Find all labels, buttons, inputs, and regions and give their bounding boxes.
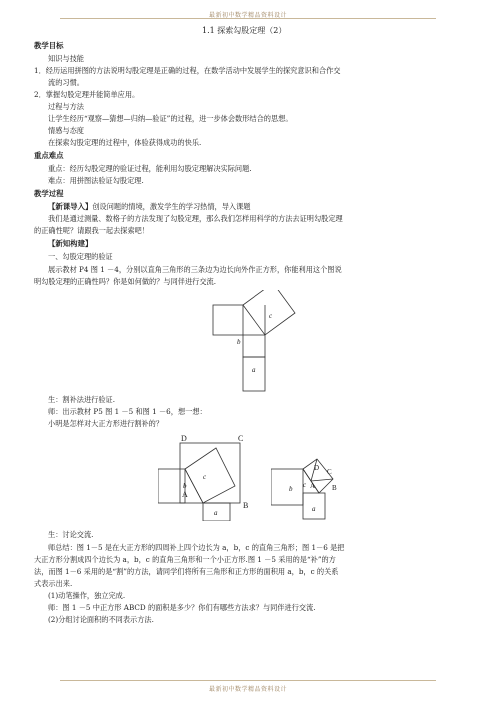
show-line-1: 展示教材 P4 图 1 －4，分别以直角三角形的三条边为边长向外作正方形，你能利用这个图说	[48, 265, 342, 274]
ming-question: 小明是怎样对大正方形进行割补的？	[48, 419, 164, 428]
goal-1-line-2: 流的习惯。	[48, 78, 84, 87]
goal-emotion-label: 情感与态度	[48, 126, 84, 135]
label-b: b	[183, 482, 187, 490]
show-line-2: 明勾股定理的正确性吗？你是如何做的？与同伴进行交流.	[34, 277, 216, 286]
intro-line	[48, 202, 251, 212]
goal-1-line-1: 1．经历运用拼图的方法说明勾股定理是正确的过程，在数学活动中发展学生的探究意识和合作交	[34, 66, 341, 75]
key-point: 重点：经历勾股定理的验证过程，能利用勾股定理解决实际问题.	[48, 164, 252, 173]
summary-line-3: 法，而图 1－6 采用的是“割”的方法，请同学们将所有三角形和正方形的面积用 a，b，c 的关系	[34, 567, 339, 576]
square-b	[213, 305, 243, 335]
summary-line-2: 大正方形分割成四个边长为 a，b，c 的直角三角形和一个小正方形.图 1 －5 采用的是“补”的方	[34, 555, 336, 564]
label-D: D	[181, 434, 187, 443]
step-2: (2)分组讨论面积的不同表示方法.	[48, 615, 154, 624]
page-footer: 最新初中数学精品资料设计	[208, 686, 287, 693]
goal-knowledge-label: 知识与技能	[48, 54, 84, 63]
square-a-upper	[243, 335, 265, 357]
goals-heading: 教学目标	[34, 41, 64, 50]
label-A: A	[310, 482, 316, 490]
label-c: c	[269, 312, 273, 320]
label-a: a	[214, 509, 218, 517]
label-D: D	[314, 464, 320, 472]
new-knowledge-label: 【新知构建】	[48, 239, 93, 248]
process-heading: 教学过程	[34, 189, 64, 198]
summary-line-4: 式表示出来.	[34, 579, 73, 588]
side-square-left	[271, 469, 303, 505]
label-C: C	[238, 434, 244, 443]
figure-1-6	[271, 457, 353, 521]
label-b: b	[237, 338, 241, 346]
tilted-square-c	[185, 448, 235, 503]
teacher-line-1: 师：出示教材 P5 图 1 －5 和图 1 －6，想一想：	[48, 407, 207, 416]
label-A: A	[182, 490, 188, 499]
label-B: B	[243, 501, 249, 510]
intro-label: 【新课导入】	[48, 202, 93, 211]
goal-emotion-text: 在探索勾股定理的过程中，体验获得成功的快乐.	[48, 138, 202, 147]
goal-2: 2．掌握勾股定理并能简单应用。	[34, 90, 140, 99]
label-b: b	[289, 485, 293, 493]
label-B: B	[332, 484, 337, 492]
figure-1-4	[212, 290, 306, 394]
label-a: a	[252, 366, 256, 374]
summary-line-1: 师总结：图 1－5 是在大正方形的四周补上四个边长为 a，b，c 的直角三角形；图 1－6 是把	[48, 543, 345, 552]
teacher-line-2: 师：图 1 －5 中正方形 ABCD 的面积是多少？你们有哪些方法求？与同伴进行交流.	[48, 603, 316, 612]
student-line-1: 生：割补法进行验证.	[48, 395, 115, 404]
footer-divider	[60, 680, 436, 681]
student-line-2: 生：讨论交流.	[48, 530, 94, 539]
step-1: (1)动笔操作，独立完成.	[48, 591, 126, 600]
key-heading: 重点难点	[34, 151, 64, 160]
intro-paragraph-1: 我们是通过测量、数格子的方法发现了勾股定理，那么我们怎样用科学的方法去证明勾股定理	[48, 214, 343, 223]
label-c: c	[203, 473, 207, 481]
goal-process-text: 让学生经历“观察—猜想—归纳—验证”的过程，进一步体会数形结合的思想。	[48, 114, 293, 123]
square-a	[243, 357, 265, 391]
intro-paragraph-2: 的正确性呢？请跟我一起去探索吧！	[34, 226, 150, 235]
label-c: c	[303, 481, 307, 489]
difficulty: 难点：用拼图法验证勾股定理.	[48, 176, 144, 185]
figure-1-5	[158, 431, 266, 521]
page-header: 最新初中数学精品资料设计	[208, 12, 287, 19]
side-square-left	[158, 469, 185, 503]
goal-process-label: 过程与方法	[48, 102, 84, 111]
label-a: a	[312, 505, 316, 513]
section-1-heading: 一、勾股定理的验证	[48, 252, 113, 261]
intro-text: 创设问题的情境，激发学生的学习热情，导入课题	[92, 202, 251, 211]
page-title: 1.1 探索勾股定理（2）	[202, 26, 287, 35]
label-C: C	[327, 468, 332, 476]
header-divider	[60, 18, 436, 19]
